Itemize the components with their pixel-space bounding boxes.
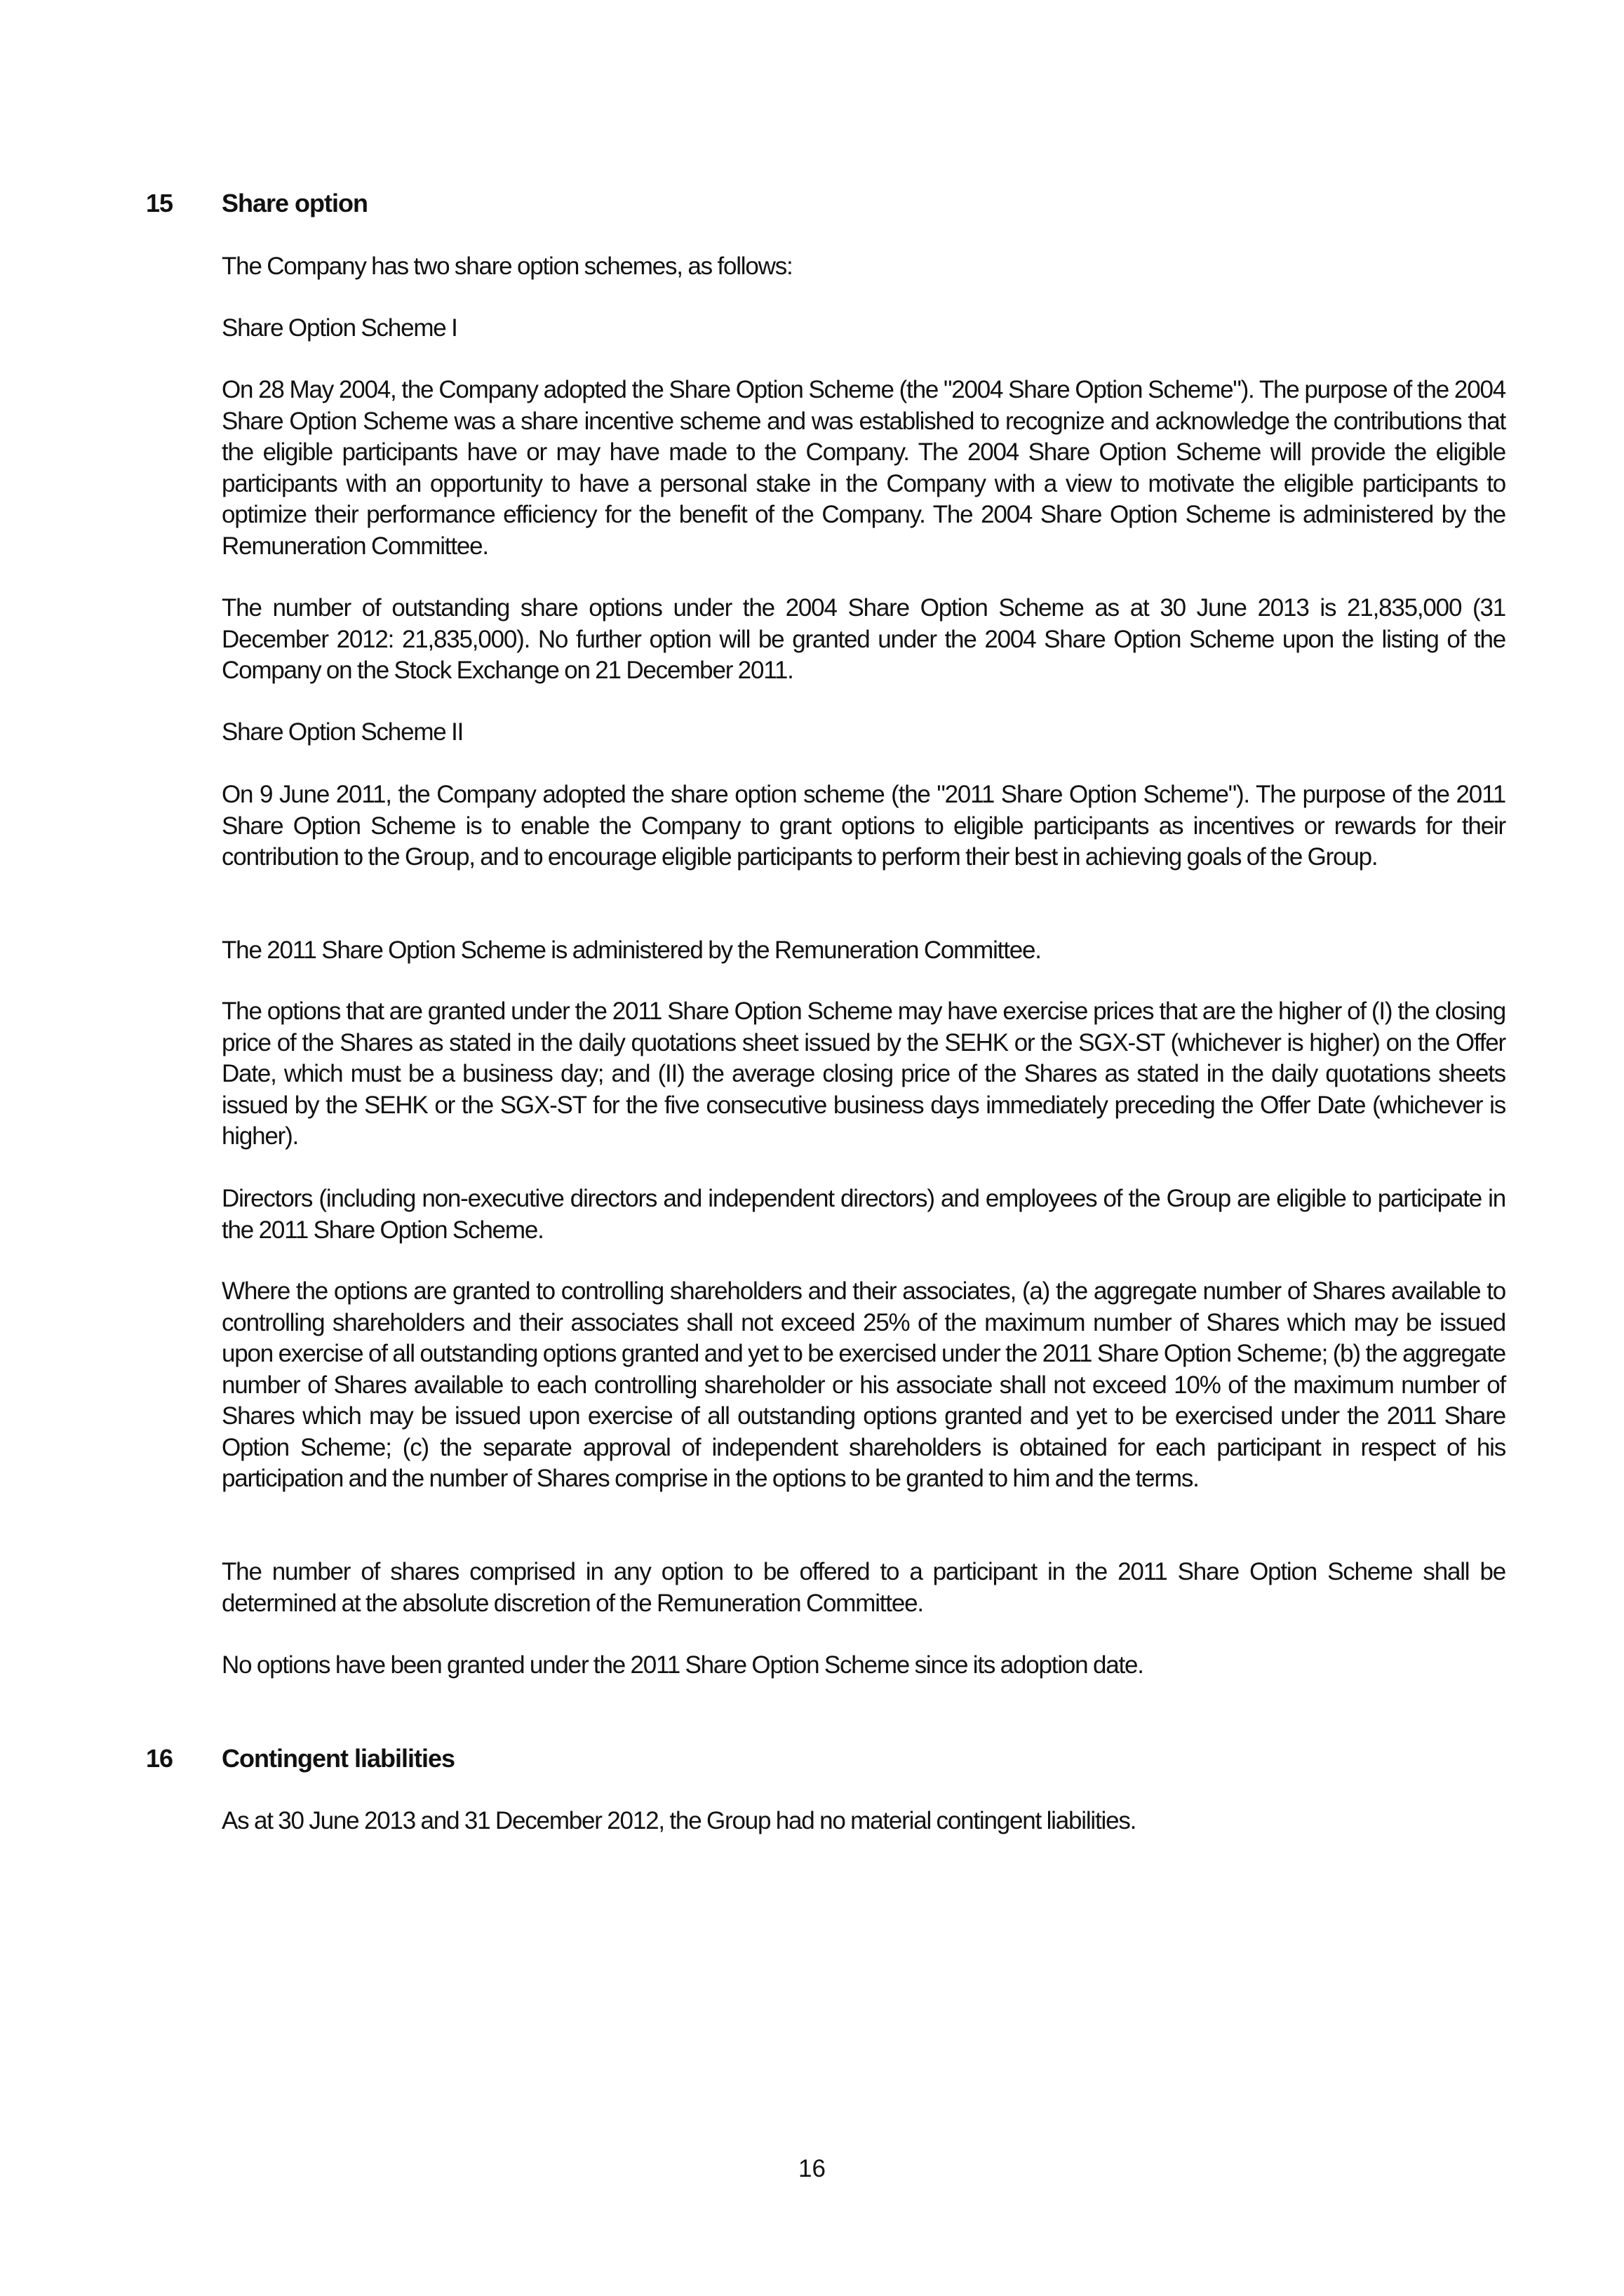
paragraph: Directors (including non-executive directors and independent directors) and employees of the Group are eligible to participate in the 2011 Share Option Scheme. <box>222 1185 1505 1244</box>
paragraph-controlling-shareholders <box>222 1276 1505 1495</box>
section-number: 16 <box>146 1744 173 1773</box>
subheading: Share Option Scheme II <box>222 718 464 746</box>
section-title: Share option <box>222 189 368 217</box>
subheading-scheme-ii <box>222 717 1505 748</box>
section-15-body <box>222 251 1505 283</box>
page-number: 16 <box>798 2155 826 2182</box>
paragraph-number-of-shares <box>222 1557 1505 1619</box>
paragraph-2004-outstanding-options <box>222 593 1505 687</box>
paragraph: The 2011 Share Option Scheme is administered by the Remuneration Committee. <box>222 936 1041 964</box>
paragraph-2004-scheme-purpose <box>222 375 1505 562</box>
subheading: Share Option Scheme I <box>222 314 457 342</box>
paragraph-no-options-granted <box>222 1650 1505 1681</box>
paragraph: The number of shares comprised in any option to be offered to a participant in the 2011 Share Option Scheme shall be determined at the absolute discretion of the Remuneration Committee. <box>222 1558 1505 1617</box>
paragraph: As at 30 June 2013 and 31 December 2012, the Group had no material contingent liabilities. <box>222 1807 1136 1834</box>
paragraph: No options have been granted under the 2011 Share Option Scheme since its adoption date. <box>222 1651 1143 1679</box>
paragraph-2011-administration <box>222 935 1505 967</box>
paragraph-eligibility <box>222 1183 1505 1246</box>
paragraph: The number of outstanding share options under the 2004 Share Option Scheme as at 30 June 2013 is 21,835,000 (31 December 2012: 21,835,000). No further option will be granted under the 2004 Share Option Scheme upon the listing of the Company on the Stock Exchange on 21 December 2011. <box>222 594 1505 684</box>
section-title: Contingent liabilities <box>222 1744 455 1773</box>
paragraph-exercise-prices <box>222 996 1505 1153</box>
paragraph: The Company has two share option schemes, as follows: <box>222 253 793 280</box>
paragraph: The options that are granted under the 2011 Share Option Scheme may have exercise prices that are the higher of (I) the closing price of the Shares as stated in the daily quotations sheet issued by the SEHK or the SGX-ST (whichever is higher) on the Offer Date, which must be a business day; and (II) the average closing price of the Shares as stated in the daily quotations sheets issued by the SEHK or the SGX-ST for the five consecutive business days immediately preceding the Offer Date (whichever is higher). <box>222 998 1505 1150</box>
subheading-scheme-i <box>222 313 1505 344</box>
paragraph: On 9 June 2011, the Company adopted the share option scheme (the "2011 Share Option Scheme"). The purpose of the 2011 Share Option Scheme is to enable the Company to grant options to eligible participants as incentives or rewards for their contribution to the Group, and to encourage eligible participants to perform their best in achieving goals of the Group. <box>222 781 1505 871</box>
section-16-body <box>222 1806 1505 1837</box>
paragraph-2011-scheme-purpose <box>222 779 1505 873</box>
paragraph: On 28 May 2004, the Company adopted the Share Option Scheme (the "2004 Share Option Scheme"). The purpose of the 2004 Share Option Scheme was a share incentive scheme and was established to recognize and acknowledge the contributions that the eligible participants have or may have made to the Company. The 2004 Share Option Scheme will provide the eligible participants with an opportunity to have a personal stake in the Company with a view to motivate the eligible participants to optimize their performance efficiency for the benefit of the Company. The 2004 Share Option Scheme is administered by the Remuneration Committee. <box>222 376 1505 560</box>
paragraph: Where the options are granted to controlling shareholders and their associates, (a) the aggregate number of Shares available to controlling shareholders and their associates shall not exceed 25% of the maximum number of Shares which may be issued upon exercise of all outstanding options granted and yet to be exercised under the 2011 Share Option Scheme; (b) the aggregate number of Shares available to each controlling shareholder or his associate shall not exceed 10% of the maximum number of Shares which may be issued upon exercise of all outstanding options granted and yet to be exercised under the 2011 Share Option Scheme; (c) the separate approval of independent shareholders is obtained for each participant in respect of his participation and the number of Shares comprise in the options to be granted to him and the terms. <box>222 1277 1505 1492</box>
section-number: 15 <box>146 189 173 217</box>
